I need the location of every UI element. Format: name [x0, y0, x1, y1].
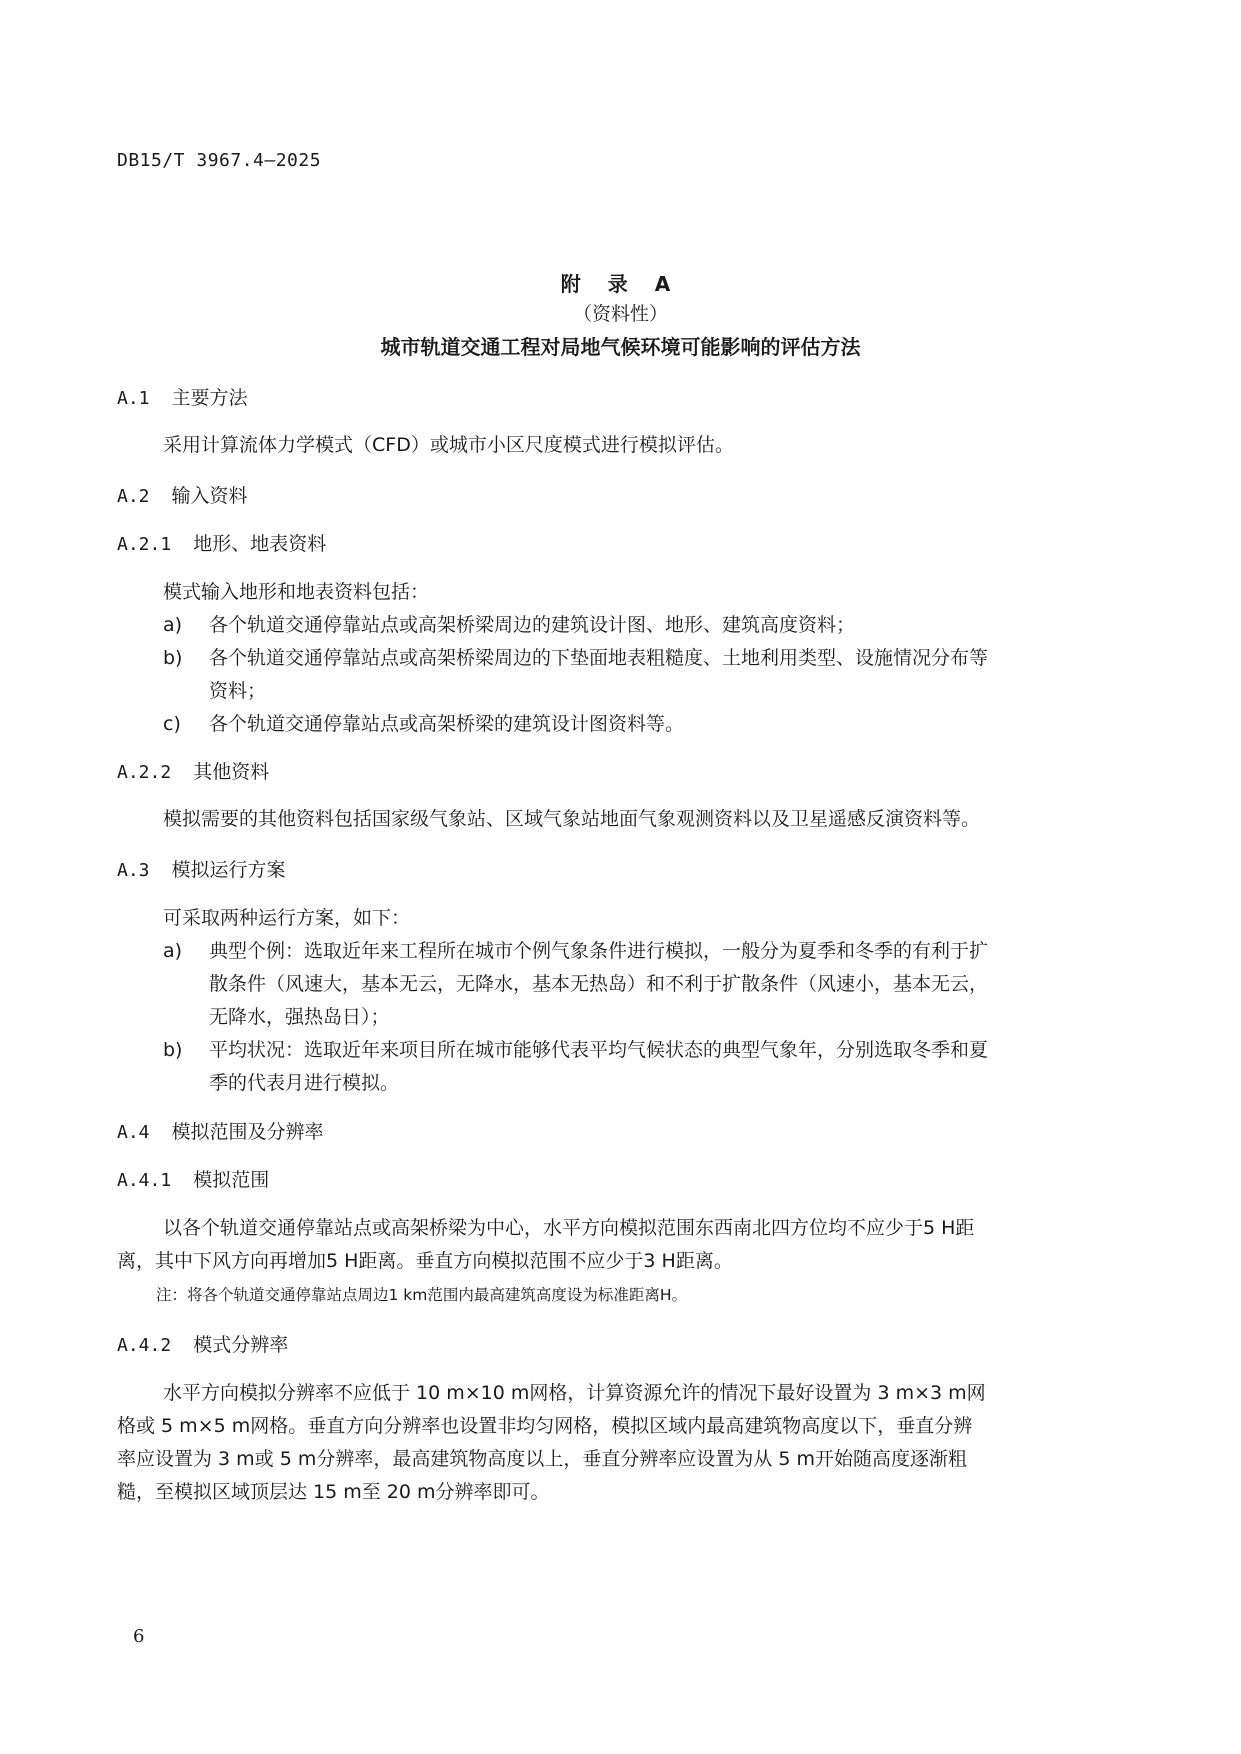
section-title: 模拟范围 — [193, 1169, 270, 1191]
section-number: A.2.1 — [117, 534, 172, 555]
list-item — [163, 709, 684, 736]
section-a21-heading — [117, 529, 326, 556]
list-item — [163, 936, 988, 963]
list-item — [163, 610, 855, 637]
section-a3-heading — [117, 855, 286, 882]
list-marker: c) — [163, 713, 181, 735]
paragraph-line: 格或 5 m×5 m网格。垂直方向分辨率也设置非均匀网格，模拟区域内最高建筑物高度以下，垂直分辨 — [117, 1415, 973, 1437]
paragraph-line: 水平方向模拟分辨率不应低于 10 m×10 m网格，计算资源允许的情况下最好设置为 3 m×3 m网 — [163, 1382, 986, 1404]
section-number: A.1 — [117, 388, 150, 409]
list-marker: b) — [163, 647, 183, 669]
paragraph-line: 离，其中下风方向再增加5 H距离。垂直方向模拟范围不应少于3 H距离。 — [117, 1250, 733, 1272]
section-number: A.3 — [117, 860, 150, 881]
appendix-nature: （资料性） — [572, 303, 668, 325]
note: 注：将各个轨道交通停靠站点周边1 km范围内最高建筑高度设为标准距离H。 — [156, 1286, 688, 1304]
list-text-continued: 无降水，强热岛日）； — [209, 1006, 390, 1028]
section-a2-heading — [117, 481, 248, 508]
section-title: 模拟范围及分辨率 — [171, 1121, 324, 1143]
list-marker: a) — [163, 940, 183, 962]
section-number: A.4 — [117, 1122, 150, 1143]
section-a1-heading — [117, 383, 248, 410]
section-a4-heading — [117, 1117, 324, 1144]
paragraph-line: 以各个轨道交通停靠站点或高架桥梁为中心，水平方向模拟范围东西南北四方位均不应少于5 H距 — [163, 1217, 975, 1239]
paragraph-line: 率应设置为 3 m或 5 m分辨率，最高建筑物高度以上，垂直分辨率应设置为从 5 m开始随高度逐渐粗 — [117, 1448, 968, 1470]
section-title: 其他资料 — [193, 761, 270, 783]
section-a3-intro: 可采取两种运行方案，如下： — [163, 907, 411, 929]
list-text: 各个轨道交通停靠站点或高架桥梁周边的建筑设计图、地形、建筑高度资料； — [209, 614, 856, 636]
list-text-continued: 资料； — [209, 680, 267, 702]
section-title: 主要方法 — [171, 387, 248, 409]
list-item — [163, 643, 988, 670]
section-a42-heading — [117, 1330, 288, 1357]
section-a41-heading — [117, 1165, 269, 1192]
appendix-title: 城市轨道交通工程对局地气候环境可能影响的评估方法 — [380, 335, 861, 359]
list-marker: a) — [163, 614, 183, 636]
document-code: DB15/T 3967.4—2025 — [117, 150, 322, 171]
list-text: 各个轨道交通停靠站点或高架桥梁周边的下垫面地表粗糙度、土地利用类型、设施情况分布等 — [209, 647, 989, 669]
list-text: 各个轨道交通停靠站点或高架桥梁的建筑设计图资料等。 — [209, 713, 685, 735]
section-title: 模拟运行方案 — [171, 859, 286, 881]
section-title: 地形、地表资料 — [193, 533, 327, 555]
list-item — [163, 1035, 988, 1062]
section-number: A.2 — [117, 486, 150, 507]
section-number: A.4.2 — [117, 1335, 172, 1356]
list-text-continued: 季的代表月进行模拟。 — [209, 1072, 400, 1094]
paragraph-line: 糙，至模拟区域顶层达 15 m至 20 m分辨率即可。 — [117, 1481, 550, 1503]
appendix-label: 附 录 A — [560, 272, 681, 296]
list-text-continued: 散条件（风速大，基本无云，无降水，基本无热岛）和不利于扩散条件（风速小，基本无云， — [209, 973, 989, 995]
section-a22-heading — [117, 757, 269, 784]
list-text: 平均状况：选取近年来项目所在城市能够代表平均气候状态的典型气象年，分别选取冬季和夏 — [209, 1039, 989, 1061]
section-a21-intro: 模式输入地形和地表资料包括： — [163, 581, 430, 603]
section-a1-body: 采用计算流体力学模式（CFD）或城市小区尺度模式进行模拟评估。 — [163, 434, 734, 456]
section-number: A.2.2 — [117, 762, 172, 783]
list-text: 典型个例：选取近年来工程所在城市个例气象条件进行模拟，一般分为夏季和冬季的有利于扩 — [209, 940, 989, 962]
section-a22-body: 模拟需要的其他资料包括国家级气象站、区域气象站地面气象观测资料以及卫星遥感反演资料等。 — [163, 808, 981, 830]
section-title: 输入资料 — [171, 485, 248, 507]
section-title: 模式分辨率 — [193, 1334, 289, 1356]
page-number: 6 — [133, 1626, 145, 1647]
list-marker: b) — [163, 1039, 183, 1061]
section-number: A.4.1 — [117, 1170, 172, 1191]
